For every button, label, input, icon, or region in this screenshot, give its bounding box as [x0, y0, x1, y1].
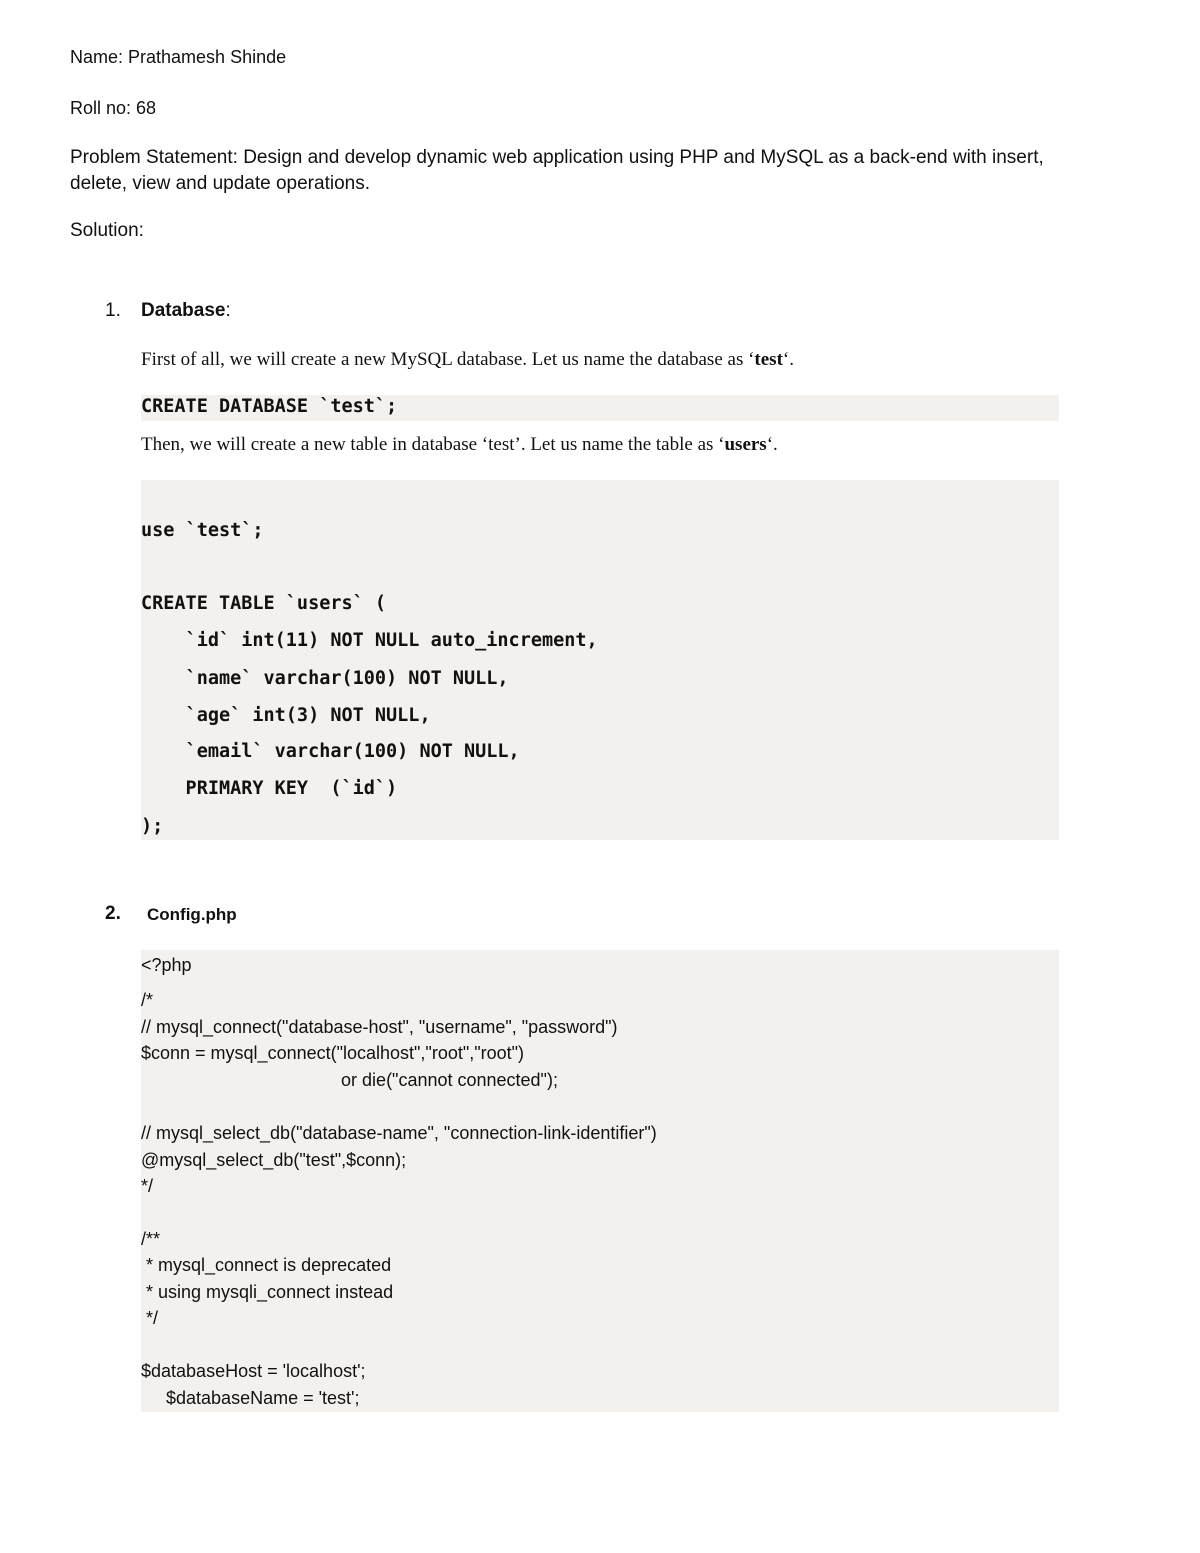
code-line: `age` int(3) NOT NULL, [141, 705, 431, 726]
database-intro-text: First of all, we will create a new MySQL database. Let us name the database as ‘ [141, 349, 755, 370]
database-intro-paragraph [141, 349, 794, 371]
code-line: */ [141, 1308, 159, 1328]
table-intro-end: ‘. [766, 434, 778, 455]
student-name: Name: Prathamesh Shinde [70, 47, 287, 67]
table-intro-text: Then, we will create a new table in database ‘test’. Let us name the table as ‘ [141, 434, 725, 455]
create-database-code-block [141, 395, 1059, 421]
code-line: use `test`; [141, 520, 264, 541]
section-1-number: 1. [105, 300, 121, 321]
section-2-title: Config.php [147, 905, 237, 924]
create-table-code-block [141, 480, 1059, 840]
code-line: $databaseName = 'test'; [141, 1388, 360, 1408]
code-line: <?php [141, 955, 192, 975]
code-line: `name` varchar(100) NOT NULL, [141, 668, 509, 689]
code-line: // mysql_select_db("database-name", "connection-link-identifier") [141, 1123, 657, 1143]
database-intro-end: ‘. [782, 349, 794, 370]
create-database-statement: CREATE DATABASE `test`; [141, 396, 398, 417]
code-line: ); [141, 816, 164, 837]
code-line: `id` int(11) NOT NULL auto_increment, [141, 630, 598, 651]
table-intro-paragraph [141, 434, 778, 456]
code-line: * mysql_connect is deprecated [141, 1255, 392, 1275]
code-line: `email` varchar(100) NOT NULL, [141, 741, 520, 762]
code-line: // mysql_connect("database-host", "username", "password") [141, 1017, 618, 1037]
code-line: PRIMARY KEY (`id`) [141, 778, 398, 799]
code-line: @mysql_select_db("test",$conn); [141, 1150, 407, 1170]
code-line: */ [141, 1176, 154, 1196]
code-line: * using mysqli_connect instead [141, 1282, 394, 1302]
database-name-bold: test [754, 349, 783, 370]
code-line: $databaseHost = 'localhost'; [141, 1361, 366, 1381]
code-line: CREATE TABLE `users` ( [141, 593, 387, 614]
code-line: /** [141, 1229, 161, 1249]
table-name-bold: users [724, 434, 767, 455]
problem-statement: Problem Statement: Design and develop dynamic web application using PHP and MySQL as a back-end with insert, delete, view and update operations. [70, 147, 1044, 194]
section-1-colon: : [225, 300, 231, 321]
code-line: $conn = mysql_connect("localhost","root","root") [141, 1043, 525, 1063]
roll-number: Roll no: 68 [70, 98, 157, 118]
solution-label: Solution: [70, 220, 144, 241]
section-1-title: Database [141, 300, 226, 321]
config-php-code-block [141, 950, 1059, 1412]
code-line: /* [141, 990, 154, 1010]
section-1-heading [141, 300, 231, 322]
section-2-number: 2. [105, 903, 121, 924]
code-line: or die("cannot connected"); [141, 1070, 558, 1090]
